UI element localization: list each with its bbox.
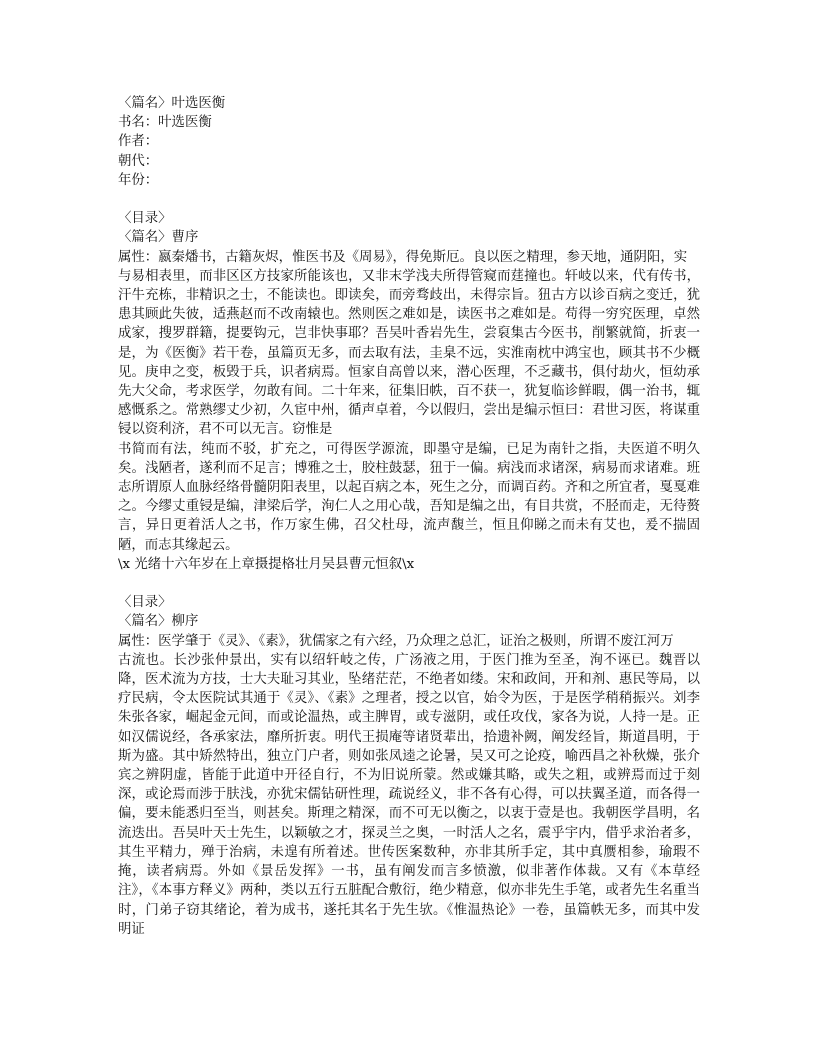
section-attribute: 属性：医学肇于《灵》、《素》，犹儒家之有六经，乃众理之总汇，证治之极则，所谓不废江河万 — [118, 633, 674, 649]
dynasty-field: 朝代： — [118, 153, 159, 169]
toc-marker: 〈目录〉 — [118, 595, 172, 611]
body-paragraph: 与易相表里，而非区区方技家所能该也，又非末学浅夫所得管窥而莛撞也。轩岐以来，代有传书，汗牛充栋，非精识之士，不能读也。即读矣，而旁骛歧出，未得宗旨。狃古方以诊百病之变迁，犹患其顾此失彼，适燕赵而不改南辕也。然则医之难如是，读医书之难如是。苟得一穷究医理，卓然成家，搜罗群籍，提要钩元，岂非快事耶？吾吴叶香岩先生，尝裒集古今医书，削繁就简，折衷一是，为《医衡》若干卷，虽篇页无多，而去取有法，圭臬不远，实淮南枕中鸿宝也，顾其书不少概见。庚申之变，板毁于兵，识者病焉。恒家自高曾以来，潜心医理，不乏藏书，俱付劫火，恒幼承先大父命，考求医学，勿敢有间。二十年来，征集旧帙，百不获一，犹复临诊鲜暇，偶一治书，辄感慨系之。常熟缪丈少初，久宦中州，循声卓着，今以假归，尝出是编示恒曰：君世习医，将谋重锓以资利济，君不可以无言。窃惟是 — [118, 268, 700, 438]
section-title: 〈篇名〉柳序 — [118, 614, 199, 630]
document-page — [118, 94, 700, 939]
author-field: 作者： — [118, 134, 159, 150]
piece-title: 〈篇名〉叶选医衡 — [118, 96, 226, 111]
book-title: 书名：叶选医衡 — [118, 115, 212, 131]
signature-line: \x 光绪十六年岁在上章摄提格壮月吴县曹元恒叙\x — [118, 556, 415, 572]
spacer — [118, 190, 700, 209]
section-title: 〈篇名〉曹序 — [118, 230, 199, 246]
section-attribute: 属性：嬴秦燔书，古籍灰烬，惟医书及《周易》，得免斯厄。良以医之精理，参天地，通阴阳，实 — [118, 249, 688, 265]
year-field: 年份： — [118, 172, 159, 188]
spacer — [118, 574, 700, 593]
body-paragraph: 书简而有法，纯而不驳，扩充之，可得医学源流，即墨守是编，已足为南针之指，夫医道不明久矣。浅陋者，遂利而不足言；博雅之士，胶柱鼓瑟，狃于一偏。病浅而求诸深，病易而求诸难。班志所谓原人血脉经络骨髓阴阳表里，以起百病之本，死生之分，而调百药。齐和之所宜者，戛戛难之。今缪丈重锓是编，津梁后学，洵仁人之用心哉，吾知是编之出，有目共赏，不胫而走，无待赘言，异日更着活人之书，作万家生佛，召父杜母，流声馥兰，恒且仰睇之而未有艾也，爰不揣固陋，而志其缘起云。 — [118, 441, 700, 553]
body-paragraph: 古流也。长沙张仲景出，实有以绍轩岐之传，广汤液之用，于医门推为至圣，洵不诬已。魏晋以降，医术流为方技，士大夫耻习其业，坠绪茫茫，不绝者如缕。宋和政间，开和剂、惠民等局，以疗民病，令太医院试其通于《灵》、《素》之理者，授之以官，始令为医，于是医学稍稍振兴。刘李朱张各家，崛起金元间，而或论温热，或主脾胃，或专滋阴，或任攻伐，家各为说，人持一是。正如汉儒说经，各承家法，靡所折衷。明代王损庵等诸贤辈出，拾遗补阙，阐发经旨，斯道昌明，于斯为盛。其中矫然特出，独立门户者，则如张凤逵之论暑，吴又可之论疫，喻西昌之补秋燥，张介宾之辨阴虚，皆能于此道中开径自行，不为旧说所蒙。然或嫌其略，或失之粗，或辨焉而过于刻深，或论焉而涉于肤浅，亦犹宋儒钻研性理，疏说经义，非不各有心得，可以扶翼圣道，而各得一偏，要未能悉归至当，则甚矣。斯理之精深，而不可无以衡之，以衷于壹是也。我朝医学昌明，名流迭出。吾吴叶天士先生，以颖敏之才，探灵兰之奥，一时活人之名，震乎宇内，借乎求治者多，其生平精力，殚于治病，未遑有所着述。世传医案数种，亦非其所手定，其中真赝相参，瑜瑕不掩，读者病焉。外如《景岳发挥》一书，虽有阐发而言多愤激，似非著作体裁。又有《本草经注》，《本事方释义》两种，类以五行五脏配合敷衍，绝少精意，似亦非先生手笔，或者先生名重当时，门弟子窃其绪论，着为成书，遂托其名于先生欤。《惟温热论》一卷，虽篇帙无多，而其中发明证 — [118, 652, 700, 937]
toc-marker: 〈目录〉 — [118, 211, 172, 227]
